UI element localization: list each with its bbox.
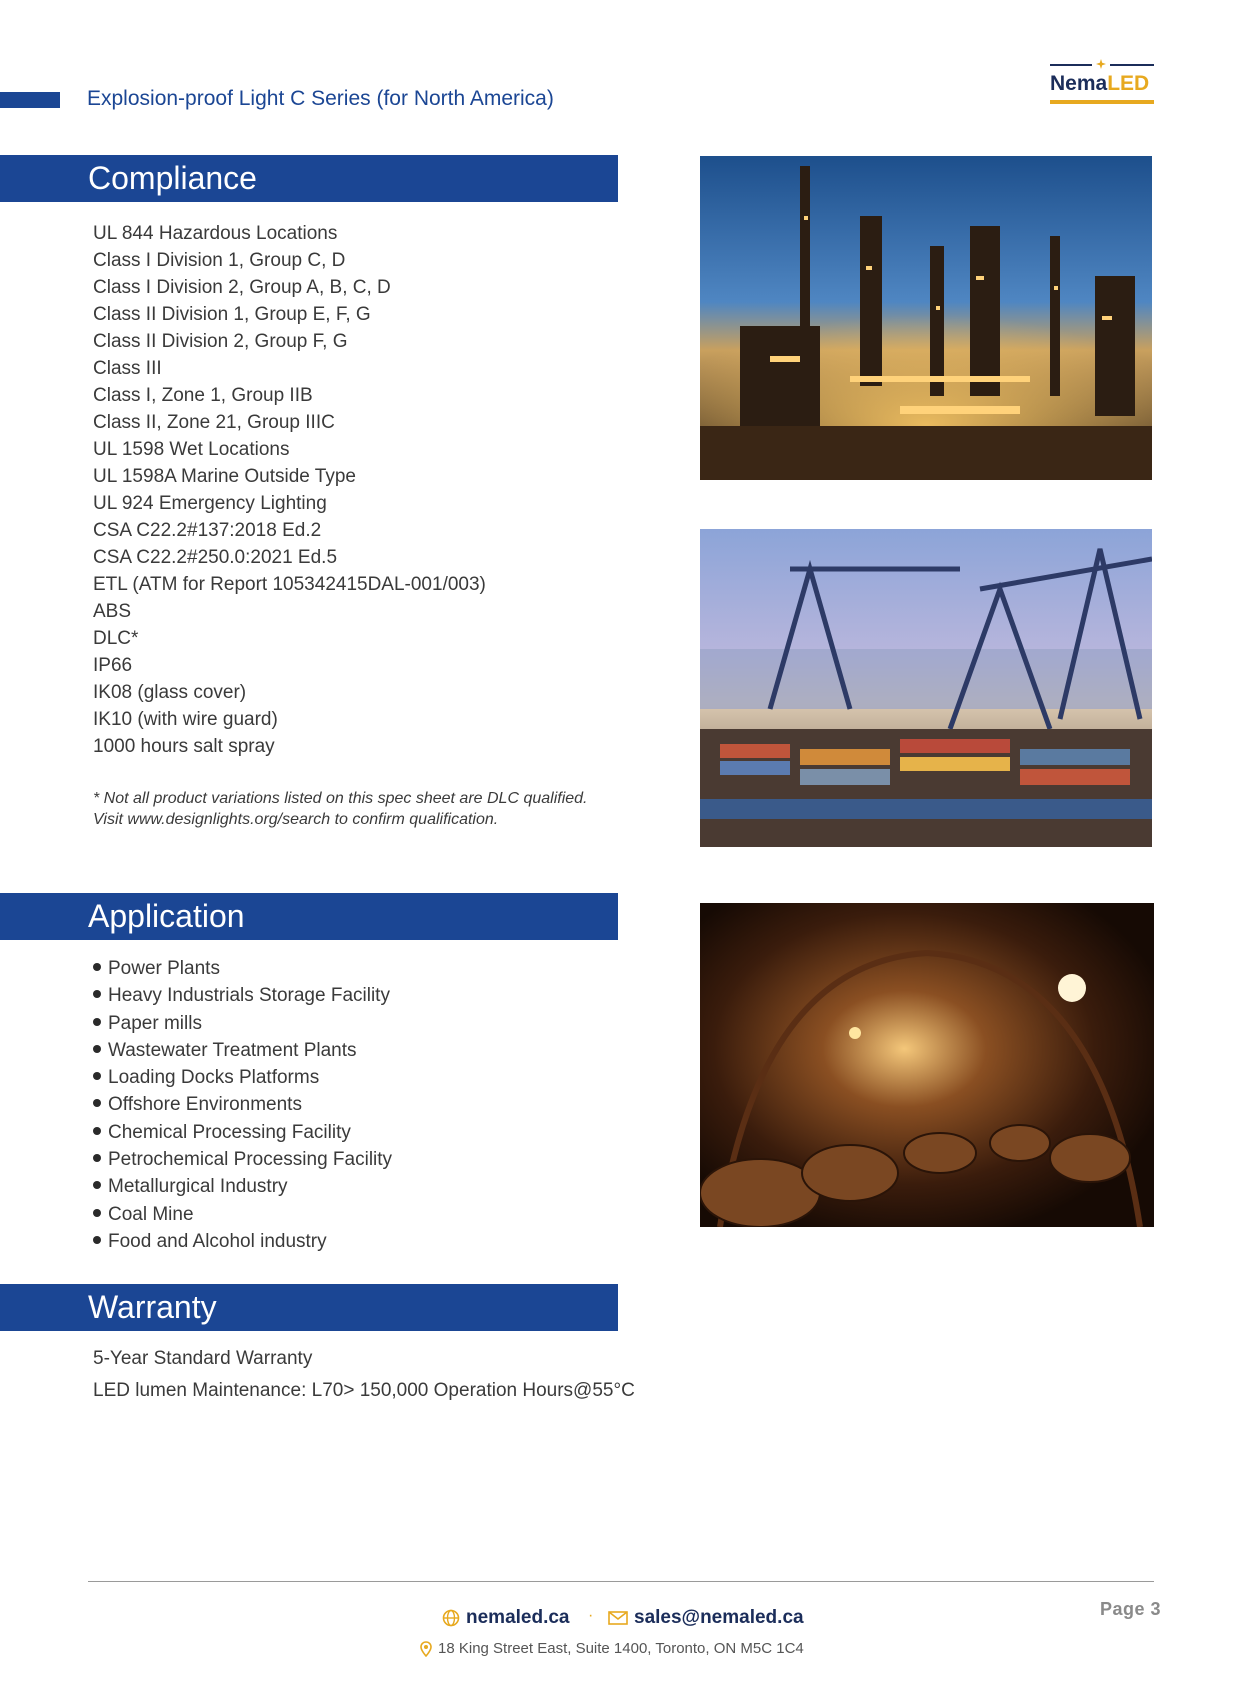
email-link[interactable]: sales@nemaled.ca: [634, 1607, 804, 1628]
mine-tunnel-photo: [700, 903, 1154, 1227]
compliance-item: IP66: [93, 655, 133, 676]
header-accent-bar: [0, 92, 60, 108]
compliance-heading: Compliance: [0, 155, 618, 202]
application-item: Food and Alcohol industry: [93, 1228, 392, 1255]
application-item: Offshore Environments: [93, 1091, 392, 1118]
compliance-item: ETL (ATM for Report 105342415DAL-001/003): [93, 574, 486, 595]
compliance-item: DLC*: [93, 628, 139, 649]
dlc-footnote-line1: * Not all product variations listed on this spec sheet are DLC qualified.: [93, 790, 588, 807]
logo-star-icon: [1096, 59, 1106, 69]
compliance-item: Class II Division 2, Group F, G: [93, 331, 348, 352]
logo-text-accent: LED: [1107, 72, 1150, 95]
compliance-item: 1000 hours salt spray: [93, 736, 275, 757]
warranty-standard: 5-Year Standard Warranty: [93, 1348, 313, 1369]
address-text: 18 King Street East, Suite 1400, Toronto, ON M5C 1C4: [438, 1640, 804, 1657]
compliance-item: UL 924 Emergency Lighting: [93, 493, 327, 514]
compliance-item: CSA C22.2#137:2018 Ed.2: [93, 520, 322, 541]
application-item: Heavy Industrials Storage Facility: [93, 982, 392, 1009]
footer-separator: ·: [588, 1607, 594, 1624]
application-list: [93, 955, 392, 1255]
website-link[interactable]: nemaled.ca: [466, 1607, 570, 1628]
application-item: Power Plants: [93, 955, 392, 982]
footer-website[interactable]: [442, 1607, 570, 1629]
application-item: Metallurgical Industry: [93, 1173, 392, 1200]
compliance-item: UL 1598A Marine Outside Type: [93, 466, 356, 487]
application-item: Petrochemical Processing Facility: [93, 1146, 392, 1173]
compliance-item: Class II, Zone 21, Group IIIC: [93, 412, 335, 433]
warranty-lumen-maintenance: LED lumen Maintenance: L70> 150,000 Operation Hours@55°C: [93, 1380, 635, 1401]
nemaled-logo: [1050, 58, 1154, 108]
shipping-port-photo: [700, 529, 1152, 847]
location-pin-icon: [420, 1641, 432, 1657]
compliance-item: Class II Division 1, Group E, F, G: [93, 304, 371, 325]
dlc-footnote-line2: Visit www.designlights.org/search to confirm qualification.: [93, 811, 499, 828]
envelope-icon: [608, 1611, 628, 1625]
document-title: Explosion-proof Light C Series (for North America): [87, 87, 554, 110]
globe-icon: [442, 1609, 460, 1627]
compliance-item: Class I Division 1, Group C, D: [93, 250, 346, 271]
compliance-item: Class I Division 2, Group A, B, C, D: [93, 277, 391, 298]
compliance-item: UL 1598 Wet Locations: [93, 439, 290, 460]
application-item: Loading Docks Platforms: [93, 1064, 392, 1091]
compliance-item: Class I, Zone 1, Group IIB: [93, 385, 313, 406]
footer-divider: [88, 1581, 1154, 1582]
compliance-item: CSA C22.2#250.0:2021 Ed.5: [93, 547, 338, 568]
dlc-footnote: [93, 788, 587, 830]
compliance-item: IK10 (with wire guard): [93, 709, 278, 730]
footer-email[interactable]: [608, 1607, 804, 1629]
page-number: Page 3: [1100, 1599, 1162, 1619]
compliance-item: Class III: [93, 358, 162, 379]
compliance-item: ABS: [93, 601, 132, 622]
compliance-list: [93, 220, 486, 760]
application-item: Coal Mine: [93, 1201, 392, 1228]
application-heading: Application: [0, 893, 618, 940]
application-item: Wastewater Treatment Plants: [93, 1037, 392, 1064]
refinery-photo: [700, 156, 1152, 480]
compliance-item: UL 844 Hazardous Locations: [93, 223, 338, 244]
application-item: Paper mills: [93, 1010, 392, 1037]
compliance-item: IK08 (glass cover): [93, 682, 247, 703]
application-item: Chemical Processing Facility: [93, 1119, 392, 1146]
logo-text-main: Nema: [1050, 72, 1108, 95]
warranty-heading: Warranty: [0, 1284, 618, 1331]
footer-address: [420, 1640, 804, 1657]
